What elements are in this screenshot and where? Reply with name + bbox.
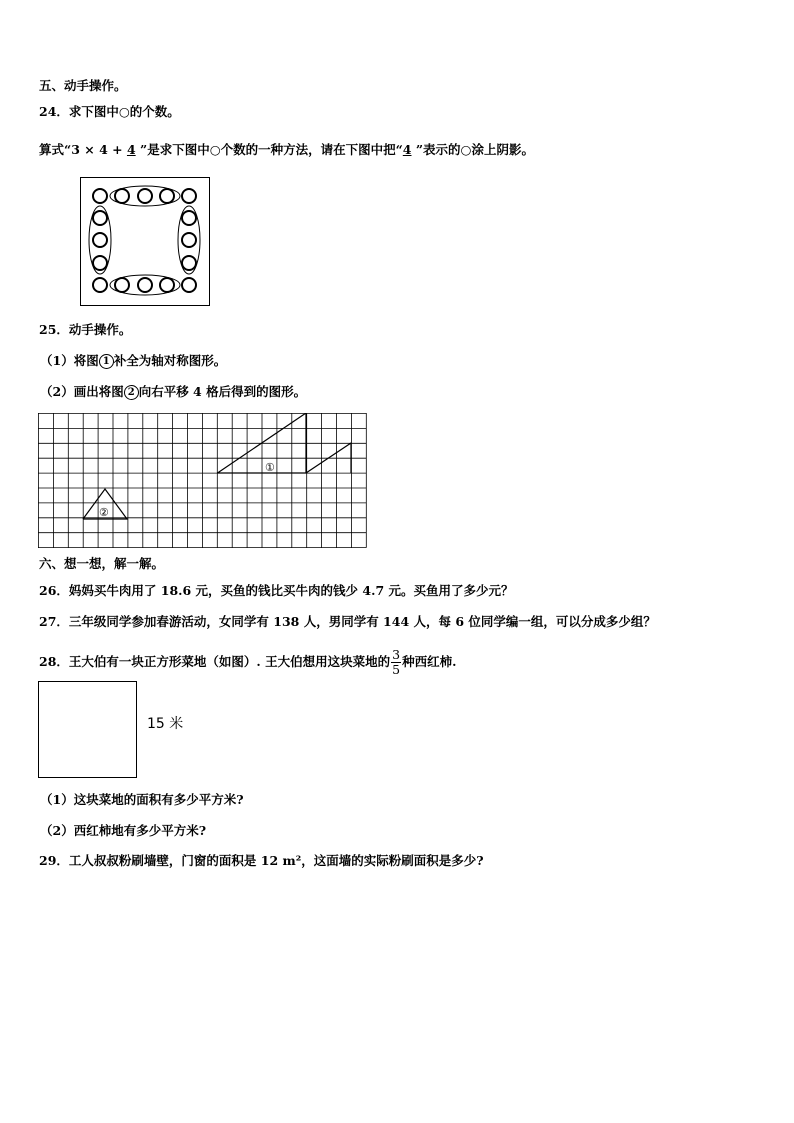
- circle-mark: [93, 256, 107, 270]
- question-27: 27．三年级同学参加春游活动，女同学有 138 人，男同学有 144 人，每 6 位同学编一组，可以分成多少组？: [39, 614, 656, 629]
- section-title-6: 六、想一想，解一解。: [39, 556, 165, 571]
- circle-mark: [182, 189, 196, 203]
- question-28-part-1: （1）这块菜地的面积有多少平方米?: [40, 792, 244, 807]
- question-28-part-2: （2）西红柿地有多少平方米?: [40, 823, 207, 838]
- circle-mark: [182, 233, 196, 247]
- circle-mark: [182, 256, 196, 270]
- fraction-numerator: 3: [392, 647, 401, 662]
- question-26: 26．妈妈买牛肉用了 18.6 元，买鱼的钱比买牛肉的钱少 4.7 元。买鱼用了多少元？: [39, 583, 514, 598]
- square-garden: [38, 681, 138, 779]
- circle-mark: [138, 189, 152, 203]
- question-25-title: 25．动手操作。: [39, 322, 132, 337]
- circle-figure: [80, 177, 212, 307]
- q24-text-a: 算式“3 × 4 +: [39, 142, 127, 157]
- question-25-part-2: （2）画出将图 2 向右平移 4 格后得到的图形。: [40, 384, 307, 399]
- q24-text-e: ”表示的○涂上阴影。: [411, 142, 534, 157]
- question-29: 29．工人叔叔粉刷墙壁，门窗的面积是 12 m²，这面墙的实际粉刷面积是多少?: [39, 853, 484, 868]
- fraction-three-fifths: [391, 648, 401, 677]
- circle-mark: [138, 278, 152, 292]
- question-25-part-1: （1）将图 1 补全为轴对称图形。: [40, 353, 227, 368]
- circle-mark: [182, 278, 196, 292]
- q24-underlined-4a: 4: [126, 142, 136, 157]
- circle-mark: [160, 278, 174, 292]
- question-24-title: 24．求下图中○的个数。: [39, 104, 180, 119]
- q24-underlined-4b: 4: [402, 142, 412, 157]
- circle-mark: [93, 211, 107, 225]
- circle-mark: [93, 278, 107, 292]
- fraction-denominator: 5: [392, 662, 401, 677]
- question-24-instruction: [39, 142, 534, 158]
- grid-figure: [38, 413, 369, 550]
- question-28: 28．王大伯有一块正方形菜地（如图）. 王大伯想用这块菜地的 $\frac{3}{5}$ 种西红柿.: [39, 647, 457, 677]
- circle-mark: [93, 189, 107, 203]
- figure-1-label: ①: [265, 461, 275, 474]
- circled-number-1: 1: [99, 354, 114, 369]
- circle-mark: [182, 211, 196, 225]
- circle-mark: [160, 189, 174, 203]
- circle-mark: [115, 189, 129, 203]
- circle-mark: [115, 278, 129, 292]
- circled-number-2: 2: [124, 385, 139, 400]
- section-title-5: 五、动手操作。: [39, 78, 127, 93]
- side-length-label: 15 米: [147, 716, 184, 732]
- q24-text-c: ”是求下图中○个数的一种方法，请在下图中把“: [135, 142, 403, 157]
- figure-2-label: ②: [99, 506, 109, 519]
- circle-mark: [93, 233, 107, 247]
